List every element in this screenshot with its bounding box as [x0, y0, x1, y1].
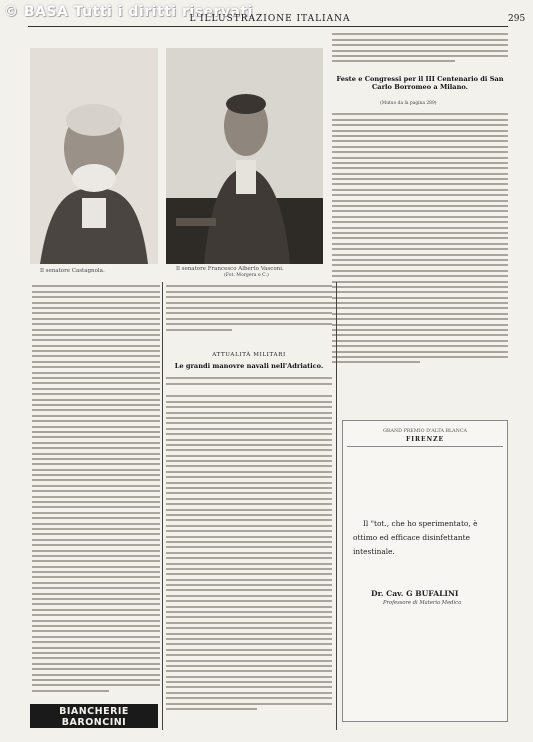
ad-doctor-name: Dr. Cav. G BUFALINI — [371, 589, 459, 598]
left-column-text — [32, 282, 160, 695]
page-number: 295 — [508, 14, 526, 24]
ad-divider — [347, 446, 503, 447]
advertisement-box — [342, 420, 508, 722]
ad-doctor-title: Professore di Materia Medica — [383, 600, 462, 606]
header-rule — [28, 26, 508, 27]
running-header-title: L'ILLUSTRAZIONE ITALIANA — [189, 14, 351, 24]
biancherie-ad — [30, 704, 158, 734]
section-heading-attualita: ATTUALITÀ MILITARI — [212, 352, 286, 358]
center-column-lead-text — [166, 374, 332, 388]
article-dateline: (Mutuo da la pagina 289) — [380, 101, 437, 106]
right-column-top-text — [332, 30, 508, 66]
portrait-photo-vasconi — [166, 48, 323, 264]
caption-left: Il senatore Castagnola. — [40, 268, 105, 274]
portrait-photo-castagnola — [30, 48, 158, 264]
caption-right-credit: (Fot. Morgera e C.) — [224, 273, 269, 278]
ad-city: FIRENZE — [405, 436, 445, 443]
center-column-body-text — [166, 392, 332, 713]
ad-testimonial-text: Il "tot., che ho sperimentato, è ottimo ed efficace disinfettante intestinale. — [353, 519, 478, 556]
center-column-top-text — [166, 282, 332, 334]
biancherie-name: BIANCHERIE BARONCINI — [59, 706, 129, 728]
column-rule-right — [336, 282, 337, 730]
watermark: © BASA Tutti i diritti riservati — [4, 4, 253, 20]
ad-top-line: GRAND PREMIO D'ALTA BLANCA — [383, 429, 467, 434]
biancherie-address: MILANO - VIA MANZONI, 14 - MILANO — [30, 728, 158, 734]
column-rule-left — [162, 282, 163, 730]
article-heading-manovre: Le grandi manovre navali nell'Adriatico. — [174, 362, 324, 370]
article-heading-centenario: Feste e Congressi per il III Centenario di San Carlo Borromeo a Milano. — [336, 75, 504, 91]
caption-right: Il senatore Francesco Alberto Vasconi. — [176, 266, 284, 272]
right-column-article-text — [332, 110, 508, 367]
